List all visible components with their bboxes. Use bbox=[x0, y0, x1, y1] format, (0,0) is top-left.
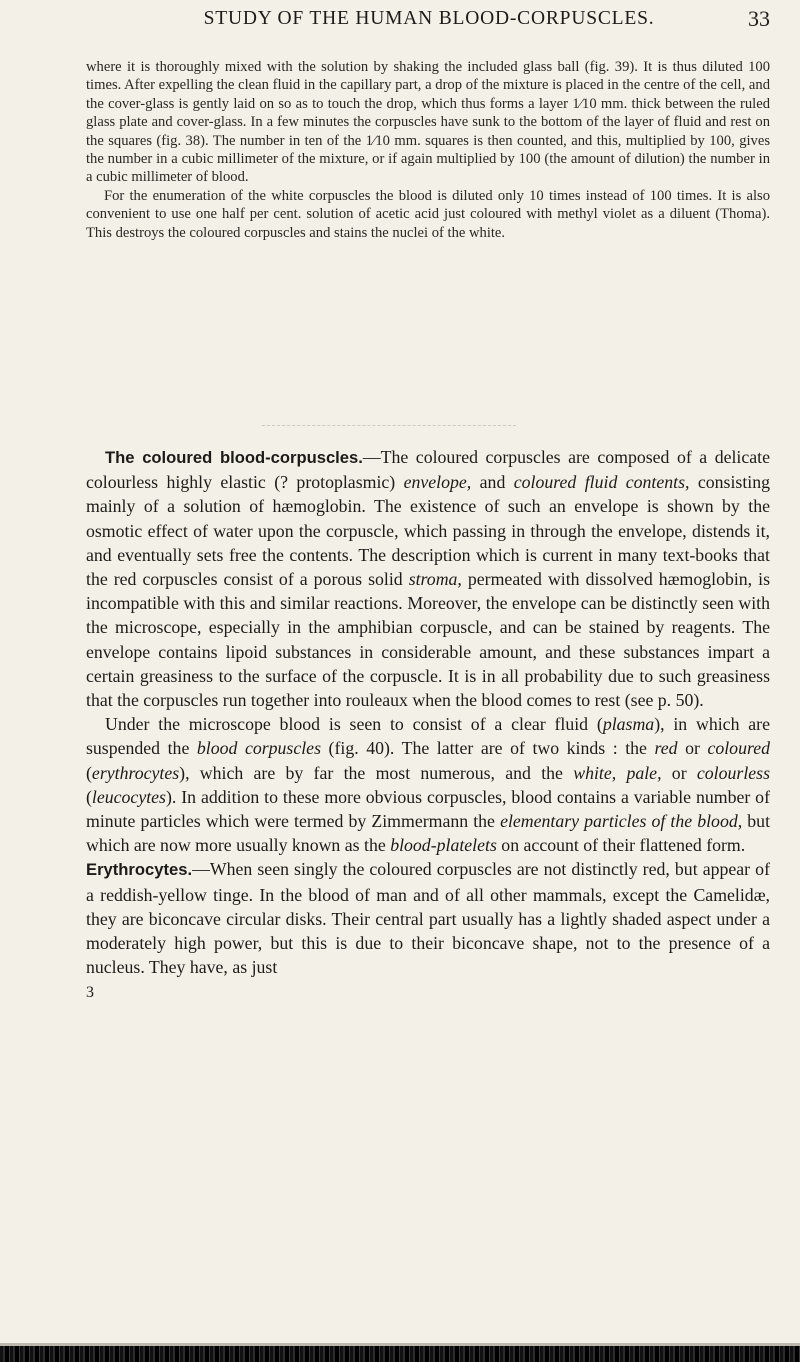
small-print-section bbox=[86, 58, 770, 242]
paragraph-coloured-corpuscles: The coloured blood-corpuscles.—The coloured corpuscles are composed of a delicate colourless highly elastic (? protoplasmic) envelope, and coloured fluid contents, consisting mainly of a solution of hæmoglobin. The existence of such an envelope is shown by the osmotic effect of water upon the corpuscle, which passing in through the envelope, distends it, and eventually sets free the contents. The description which is current in many text-books that the red corpuscles consist of a porous solid stroma, permeated with dissolved hæmoglobin, is incompatible with this and similar reactions. Moreover, the envelope can be distinctly seen with the microscope, especially in the amphibian corpuscle, and can be stained by reagents. The envelope contains lipoid substances in considerable amount, and these substances impart a certain greasiness to the surface of the corpuscle. It is in all probability due to such greasiness that the corpuscles run together into rouleaux when the blood comes to rest (see p. 50). bbox=[86, 447, 770, 711]
main-text-section bbox=[86, 445, 770, 1006]
running-title: STUDY OF THE HUMAN BLOOD-CORPUSCLES. bbox=[203, 8, 655, 29]
section-heading-erythrocytes: Erythrocytes. bbox=[86, 860, 193, 880]
paragraph-erythrocytes: Erythrocytes.—When seen singly the coloured corpuscles are not distinctly red, but appear of a reddish-yellow tinge. In the blood of man and of all other mammals, except the Camelidæ, they are biconcave circular disks. Their central part usually has a lightly shaded aspect under a moderately high power, but this is due to their biconcave shape, not to the presence of a nucleus. They have, as just bbox=[86, 859, 770, 978]
scan-edge-band bbox=[0, 1346, 800, 1362]
signature-mark: 3 bbox=[86, 984, 94, 1002]
page-number: 33 bbox=[748, 6, 770, 31]
paragraph-microscope: Under the microscope blood is seen to consist of a clear fluid (plasma), in which are suspended the blood corpuscles (fig. 40). The latter are of two kinds : the red or coloured (erythrocytes), which are by far the most numerous, and the white, pale, or colourless (leucocytes). In addition to these more obvious corpuscles, blood contains a variable number of minute particles which were termed by Zimmermann the elementary particles of the blood, but which are now more usually known as the blood-platelets on account of their flattened form. bbox=[86, 714, 771, 856]
page-header bbox=[88, 4, 770, 34]
paragraph-dilution: where it is thoroughly mixed with the solution by shaking the included glass ball (fig. 39). It is thus diluted 100 times. After expelling the clean fluid in the capillary part, a drop of the mixture is placed in the centre of the cell, and the cover-glass is gently laid on so as to touch the drop, which thus forms a layer 1⁄10 mm. thick between the ruled glass plate and cover-glass. In a few minutes the corpuscles have sunk to the bottom of the layer of fluid and rest on the squares (fig. 38). The number in ten of the 1⁄10 mm. squares is then counted, and this, multiplied by 100, gives the number in a cubic millimeter of the mixture, or if again multiplied by 100 (the amount of dilution) the number in a cubic millimeter of blood. bbox=[86, 59, 770, 186]
section-heading-coloured-corpuscles: The coloured blood-corpuscles. bbox=[105, 448, 363, 467]
section-divider bbox=[262, 425, 516, 426]
paragraph-white-enumeration: For the enumeration of the white corpuscles the blood is diluted only 10 times instead of 100 times. It is also convenient to use one half per cent. solution of acetic acid just coloured with methyl violet as a diluent (Thoma). This destroys the coloured corpuscles and stains the nuclei of the white. bbox=[86, 187, 770, 241]
